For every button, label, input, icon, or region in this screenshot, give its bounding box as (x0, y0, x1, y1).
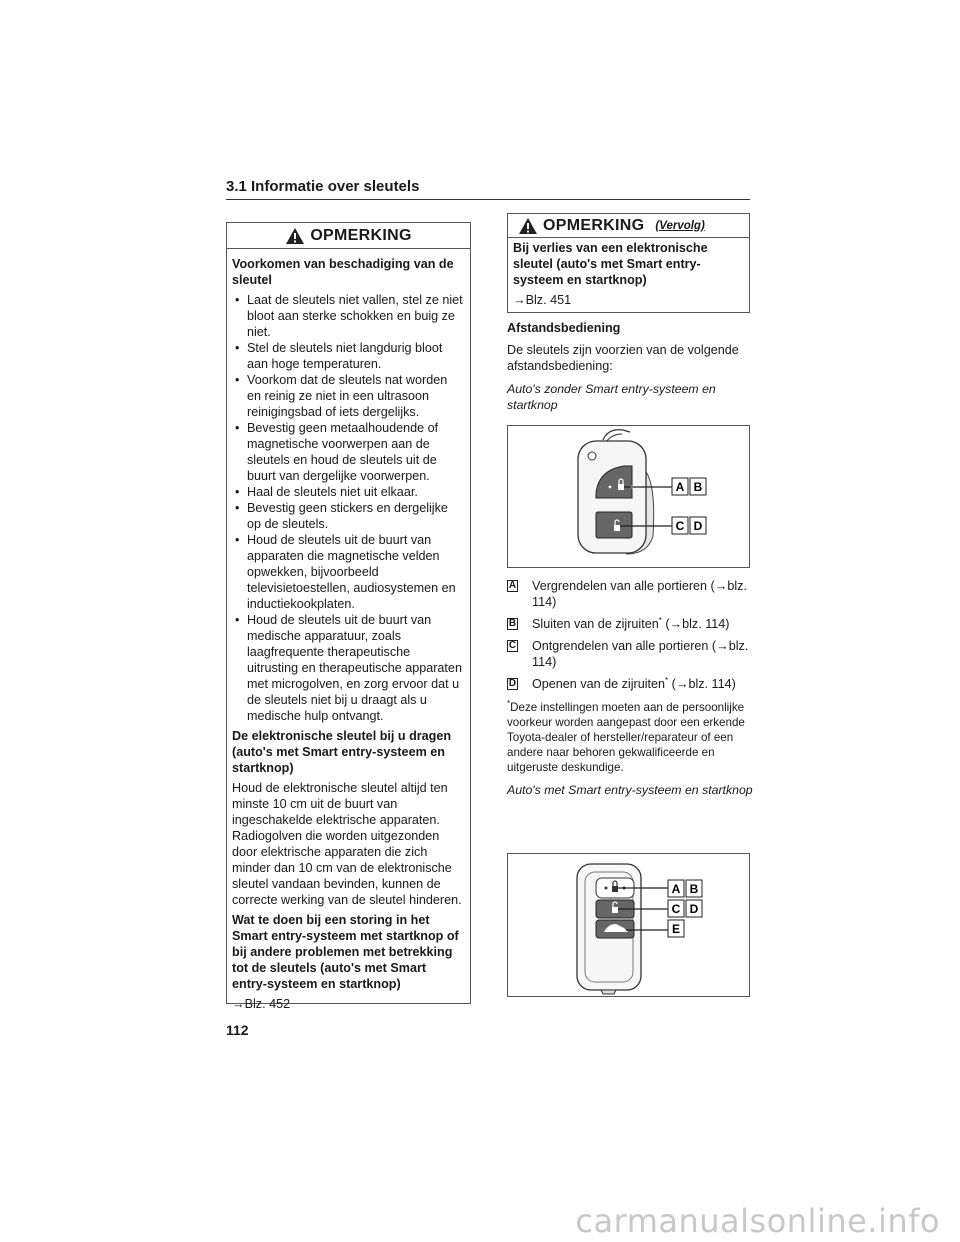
warning-icon (518, 217, 538, 235)
section-header: 3.1 Informatie over sleutels (226, 178, 750, 200)
smart-key-illustration (508, 854, 749, 996)
list-item (507, 676, 755, 692)
key-remote-illustration (508, 426, 749, 567)
list-item: • Voorkom dat de sleutels nat worden en reinig ze niet in een ultrasoon reinigingsbad of iets dergelijks. (232, 372, 464, 420)
figure-caption-1: Auto's zonder Smart entry-systeem en startknop (507, 382, 716, 412)
figure-label-b: B (689, 882, 699, 896)
figure-smart-key (507, 853, 750, 997)
remote-heading: Afstandsbediening (507, 321, 621, 335)
note-box-header (508, 214, 749, 238)
figure-label-d: D (689, 902, 699, 916)
footnote-text: Deze instellingen moeten aan de persoonlijke voorkeur worden aangepast door een erkende Toyota-dealer of hersteller/reparateur of een andere naar behoren gekwalificeerde en uitgeruste deskundige. (507, 701, 745, 774)
item-text: Vergrendelen van alle portieren (→blz. 114) (532, 579, 747, 609)
item-text-main: Openen van de zijruiten (532, 677, 666, 691)
list-item (507, 638, 755, 670)
label-box: B (508, 618, 517, 629)
note-bullet-list (232, 292, 464, 724)
item-text (532, 616, 730, 632)
figure-label-a: A (671, 882, 681, 896)
watermark: carmanualsonline.info (575, 1202, 940, 1240)
figure-label-a: A (675, 480, 685, 494)
note-continued: (Vervolg) (655, 219, 705, 232)
list-item: • Laat de sleutels niet vallen, stel ze niet bloot aan sterke schokken en buig ze niet. (232, 292, 464, 340)
item-text-main: Sluiten van de zijruiten (532, 617, 659, 631)
item-text: Ontgrendelen van alle portieren (→blz. 114) (532, 639, 749, 669)
note-paragraph-2: Houd de elektronische sleutel altijd ten minste 10 cm uit de buurt van ingeschakelde elektrische apparaten. Radiogolven die worden uitgezonden door elektrische apparaten die zich minder dan 10 cm van de elektronische sleutel vandaan bevinden, kunnen de correcte werking van de sleutel hinderen. (232, 781, 462, 907)
figure-label-b: B (693, 480, 703, 494)
footnote-marker: * (665, 675, 669, 685)
note-body (227, 249, 470, 1022)
figure-label-c: C (675, 519, 685, 533)
label-box: A (508, 580, 517, 591)
item-text (532, 676, 736, 692)
footnote-marker: * (507, 699, 511, 709)
footnote-block (507, 700, 755, 798)
note-title: OPMERKING (310, 226, 412, 244)
list-item: • Stel de sleutels niet langdurig bloot aan hoge temperaturen. (232, 340, 464, 372)
figure-key-remote (507, 425, 750, 568)
list-item: • Houd de sleutels uit de buurt van apparaten die magnetische velden opwekken, bijvoorbeeld televisietoestellen, audiosystemen en inductiekookplaten. (232, 532, 464, 612)
note-title: OPMERKING (543, 216, 645, 234)
note-box-header (227, 223, 470, 249)
note-heading-2: De elektronische sleutel bij u dragen (auto's met Smart entry-systeem en startknop) (232, 729, 452, 775)
list-item (507, 578, 755, 610)
note-paragraph-1: →Blz. 451 (513, 293, 572, 307)
remote-intro: De sleutels zijn voorzien van de volgende afstandsbediening: (507, 343, 739, 373)
label-box: D (508, 678, 517, 689)
label-box: C (508, 640, 517, 651)
item-text-ref: (→blz. 114) (668, 677, 736, 691)
note-heading-1: Voorkomen van beschadiging van de sleutel (232, 257, 454, 287)
list-item: • Houd de sleutels uit de buurt van medische apparatuur, zoals laagfrequente therapeutische uitrusting en therapeutische apparaten met microgolven, en zorg ervoor dat u de sleutels niet bij u draagt als u medische hulp ontvangt. (232, 612, 464, 724)
figure-label-e: E (671, 922, 681, 936)
note-body (508, 238, 749, 314)
warning-icon (285, 227, 305, 245)
note-heading-1: Bij verlies van een elektronische sleutel (auto's met Smart entry-systeem en startknop) (513, 241, 708, 287)
note-paragraph-3: →Blz. 452 (232, 997, 291, 1011)
list-item: • Bevestig geen stickers en dergelijke op de sleutels. (232, 500, 464, 532)
page-number: 112 (226, 1022, 249, 1038)
button-function-list (507, 578, 755, 698)
list-item (507, 616, 755, 632)
figure-label-c: C (671, 902, 681, 916)
footnote (507, 700, 755, 775)
note-box-right (507, 213, 750, 313)
list-item: • Bevestig geen metaalhoudende of magnetische voorwerpen aan de sleutels en houd de sleutels uit de buurt van dergelijke voorwerpen. (232, 420, 464, 484)
footnote-marker: * (658, 615, 662, 625)
figure-caption-2: Auto's met Smart entry-systeem en startknop (507, 783, 753, 797)
note-heading-3: Wat te doen bij een storing in het Smart entry-systeem met startknop of bij andere problemen met betrekking tot de sleutels (auto's met Smart entry-systeem en startknop) (232, 913, 459, 991)
remote-intro-block (507, 320, 755, 413)
figure-label-d: D (693, 519, 703, 533)
item-text-ref: (→blz. 114) (661, 617, 730, 631)
list-item: • Haal de sleutels niet uit elkaar. (232, 484, 464, 500)
note-box-left (226, 222, 471, 1011)
